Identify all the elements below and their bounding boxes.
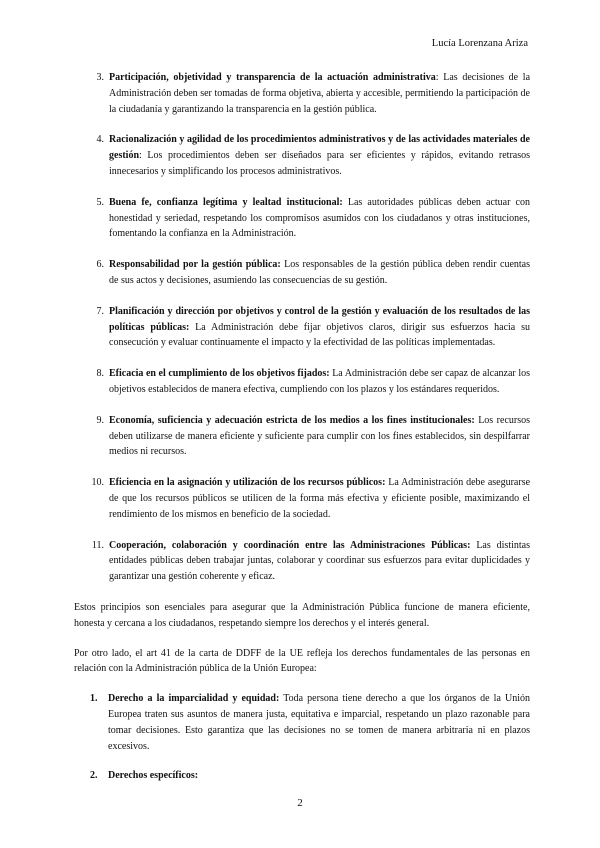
item-title: Racionalización y agilidad de los procedimientos administrativos y de las actividades materiales de gestión bbox=[109, 134, 530, 162]
list-number: 8. bbox=[96, 368, 104, 380]
list-item bbox=[74, 413, 530, 460]
list-number: 4. bbox=[96, 134, 104, 146]
list-number: 7. bbox=[96, 305, 104, 317]
list-number: 5. bbox=[96, 196, 104, 208]
item-body: Los recursos deben utilizarse de manera eficiente y suficiente para cumplir con los fines establecidos, sin despilfarrar medios ni recursos. bbox=[109, 414, 530, 458]
header-author: Lucía Lorenzana Ariza bbox=[431, 38, 528, 49]
list-number: 9. bbox=[96, 414, 104, 426]
list-number: 1. bbox=[90, 693, 98, 705]
list-item bbox=[74, 691, 530, 754]
list-item: 3. Participación, objetividad y transparencia de la actuación administrativa: Las decisiones de la Administración deben ser tomadas de forma objetiva, abierta y accesible, permitiendo la participación de la ciudadanía y garantizando la transparencia en la gestión pública. bbox=[74, 70, 530, 117]
item-body: Las decisiones de la Administración deben ser tomadas de forma objetiva, abierta y accesible, permitiendo la participación de la ciudadanía y garantizando la transparencia en la gestión pública. bbox=[109, 72, 531, 115]
item-body: Toda persona tiene derecho a que los órganos de la Unión Europea traten sus asuntos de manera justa, equitativa e imparcial, respetando un plazo razonable para tomar decisiones. Esto garantiza que las decisiones no se tomen de manera arbitraria ni en plazos excesivos. bbox=[108, 693, 530, 752]
item-body: Las autoridades públicas deben actuar con honestidad y seriedad, respetando los compromisos asumidos con los ciudadanos y otras instituciones, fomentando la confianza en la Administración. bbox=[109, 196, 531, 240]
item-title: Responsabilidad por la gestión pública: bbox=[109, 259, 281, 271]
item-body: Los responsables de la gestión pública deben rendir cuentas de sus actos y decisiones, asumiendo las consecuencias de su gestión. bbox=[109, 259, 530, 286]
paragraph: Por otro lado, el art 41 de la carta de DDFF de la UE refleja los derechos fundamentales de las personas en relación con la Administración pública de la Unión Europea: bbox=[74, 647, 530, 675]
list-number: 11. bbox=[91, 539, 104, 551]
list-item bbox=[74, 195, 530, 242]
item-title: Planificación y dirección por objetivos y control de la gestión y evaluación de los resultados de las políticas públicas: bbox=[109, 305, 530, 333]
item-title: Eficiencia en la asignación y utilización de los recursos públicos: bbox=[109, 477, 386, 489]
list-number: 6. bbox=[96, 259, 104, 271]
list-item: 4. Racionalización y agilidad de los procedimientos administrativos y de las actividades materiales de gestión: Los procedimientos deben ser diseñados para ser eficientes y rápidos, evitando retrasos innecesarios y simplificando los procesos administrativos. bbox=[74, 132, 530, 179]
item-title: Derechos específicos: bbox=[108, 770, 199, 782]
item-title: Buena fe, confianza legítima y lealtad institucional: bbox=[109, 196, 343, 208]
principles-list bbox=[74, 70, 530, 585]
item-body: La Administración debe ser capaz de alcanzar los objetivos establecidos de manera efectiva, cumpliendo con los plazos y los estándares requeridos. bbox=[109, 368, 530, 395]
list-number: 2. bbox=[90, 770, 98, 782]
rights-list bbox=[74, 691, 530, 784]
list-item bbox=[74, 538, 530, 585]
list-number: 3. bbox=[96, 72, 104, 83]
list-item bbox=[74, 304, 530, 351]
item-title: Cooperación, colaboración y coordinación entre las Administraciones Públicas: bbox=[109, 539, 471, 551]
item-title: Participación, objetividad y transparencia de la actuación administrativa bbox=[109, 72, 436, 83]
list-item bbox=[74, 366, 530, 398]
item-body: Las distintas entidades públicas deben trabajar juntas, colaborar y coordinar sus esfuerzos para evitar duplicidades y garantizar una gestión coherente y eficaz. bbox=[109, 539, 530, 583]
item-body: La Administración debe fijar objetivos claros, dirigir sus esfuerzos hacia su consecución y evaluar continuamente el impacto y la efectividad de las políticas implementadas. bbox=[109, 321, 530, 349]
page-number: 2 bbox=[297, 797, 303, 809]
item-title: Economía, suficiencia y adecuación estricta de los medios a los fines institucionales: bbox=[109, 414, 475, 426]
page-body bbox=[74, 70, 530, 798]
item-title: Derecho a la imparcialidad y equidad: bbox=[108, 693, 280, 705]
list-number: 10. bbox=[91, 477, 104, 489]
paragraph: Estos principios son esenciales para asegurar que la Administración Pública funcione de manera eficiente, honesta y cercana a los ciudadanos, respetando siempre los derechos y el interés general. bbox=[74, 601, 530, 629]
item-title: Eficacia en el cumplimiento de los objetivos fijados: bbox=[109, 368, 330, 380]
item-body: La Administración debe asegurarse de que los recursos públicos se utilicen de la forma más efectiva y eficiente posible, maximizando el rendimiento de los mismos en beneficio de la sociedad. bbox=[109, 477, 531, 520]
list-item bbox=[74, 768, 530, 784]
item-body: Los procedimientos deben ser diseñados para ser eficientes y rápidos, evitando retrasos innecesarios y simplificando los procesos administrativos. bbox=[109, 150, 530, 177]
list-item bbox=[74, 475, 530, 522]
list-item bbox=[74, 257, 530, 289]
